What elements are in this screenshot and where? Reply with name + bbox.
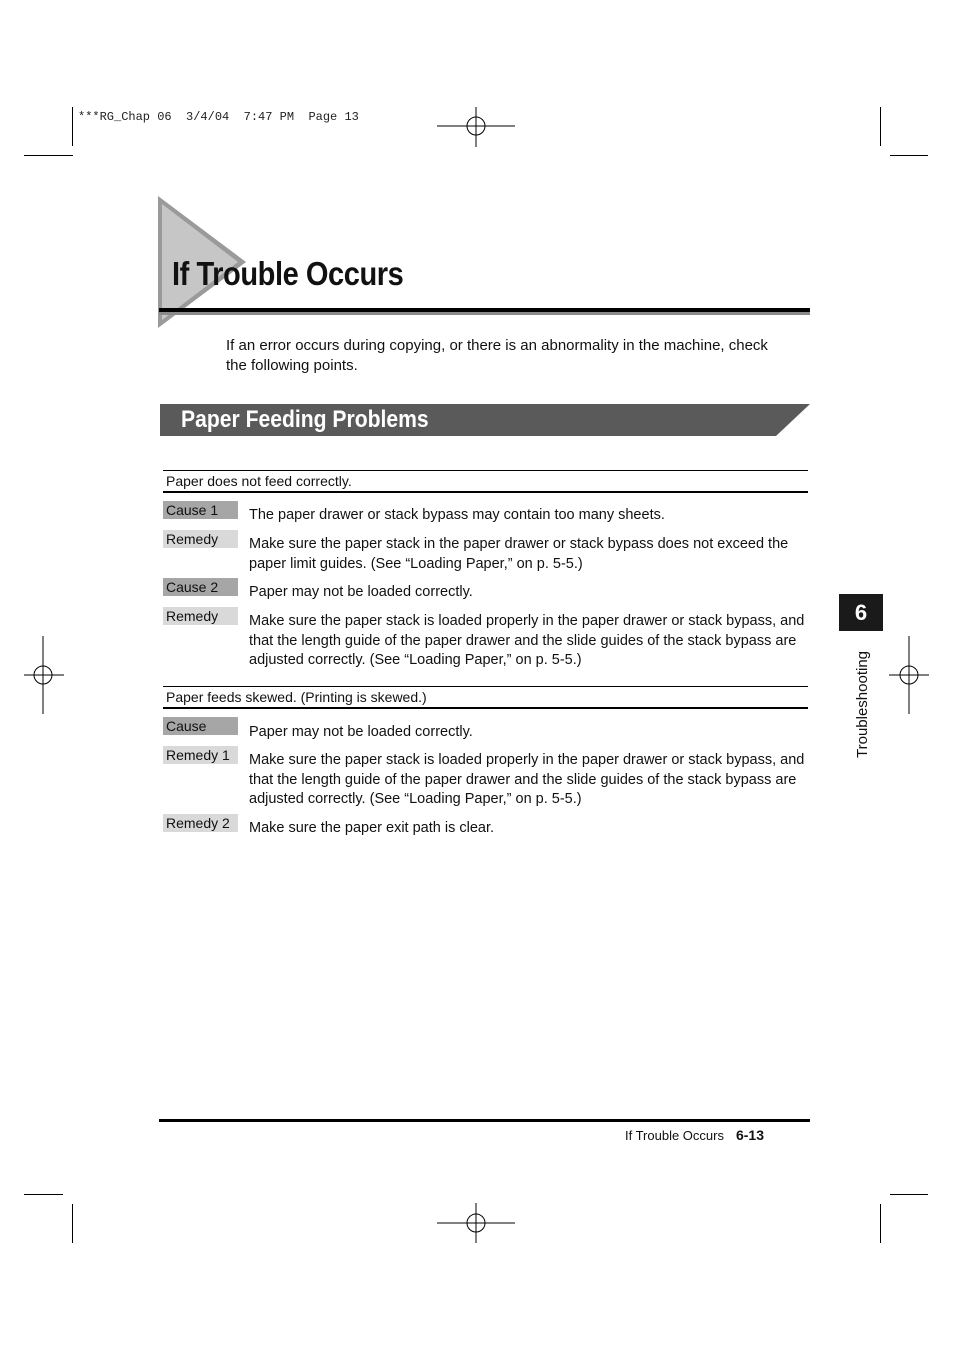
problem-heading: [163, 470, 808, 493]
registration-mark-icon: [889, 636, 929, 714]
footer-rule: [159, 1119, 810, 1122]
remedy-tag: Remedy: [163, 530, 238, 548]
problem-heading-text: Paper does not feed correctly.: [166, 473, 352, 489]
crop-mark: [72, 107, 73, 146]
footer: [625, 1127, 764, 1143]
remedy-text: Make sure the paper exit path is clear.: [249, 820, 495, 836]
crop-mark: [24, 1194, 63, 1195]
footer-title: If Trouble Occurs: [624, 1128, 724, 1143]
crop-mark: [890, 1194, 928, 1195]
cause-tag: Cause 1: [163, 501, 238, 519]
crop-mark: [72, 1204, 73, 1243]
crop-mark: [890, 155, 928, 156]
cause-text: Paper may not be loaded correctly.: [249, 724, 473, 740]
remedy-text: Make sure the paper stack in the paper drawer or stack bypass does not exceed the paper limit guides. (See “Loading Paper,” on p. 5-5.): [249, 536, 789, 572]
page-title: If Trouble Occurs: [172, 255, 404, 292]
cause-text: The paper drawer or stack bypass may contain too many sheets.: [249, 507, 665, 523]
cause-text: Paper may not be loaded correctly.: [249, 584, 473, 600]
crop-mark: [24, 155, 73, 156]
title-rule-shadow: [159, 312, 810, 315]
remedy-text: Make sure the paper stack is loaded properly in the paper drawer or stack bypass, and that the length guide of the paper drawer and the slide guides of the stack bypass are adjusted correctly. (See “Loading Paper,” on p. 5-5.): [249, 752, 805, 807]
remedy-text: Make sure the paper stack is loaded properly in the paper drawer or stack bypass, and that the length guide of the paper drawer and the slide guides of the stack bypass are adjusted correctly. (See “Loading Paper,” on p. 5-5.): [249, 613, 805, 668]
chapter-tab: 6: [839, 594, 883, 631]
cause-tag: Cause: [163, 717, 238, 735]
registration-mark-icon: [24, 636, 64, 714]
page-number: 6-13: [735, 1127, 764, 1143]
cause-tag: Cause 2: [163, 578, 238, 596]
section-title: Paper Feeding Problems: [181, 406, 429, 433]
intro-text: If an error occurs during copying, or there is an abnormality in the machine, check the following points.: [226, 337, 768, 374]
problem-heading-text: Paper feeds skewed. (Printing is skewed.): [166, 689, 427, 705]
crop-mark: [880, 1204, 881, 1243]
print-slug: ***RG_Chap 06 3/4/04 7:47 PM Page 13: [78, 110, 359, 124]
registration-mark-icon: [437, 107, 515, 147]
problem-heading: [163, 686, 808, 709]
registration-mark-icon: [437, 1203, 515, 1243]
remedy-tag: Remedy: [163, 607, 238, 625]
remedy-tag: Remedy 2: [163, 814, 238, 832]
remedy-tag: Remedy 1: [163, 746, 238, 764]
crop-mark: [880, 107, 881, 146]
chapter-label: Troubleshooting: [854, 650, 871, 758]
